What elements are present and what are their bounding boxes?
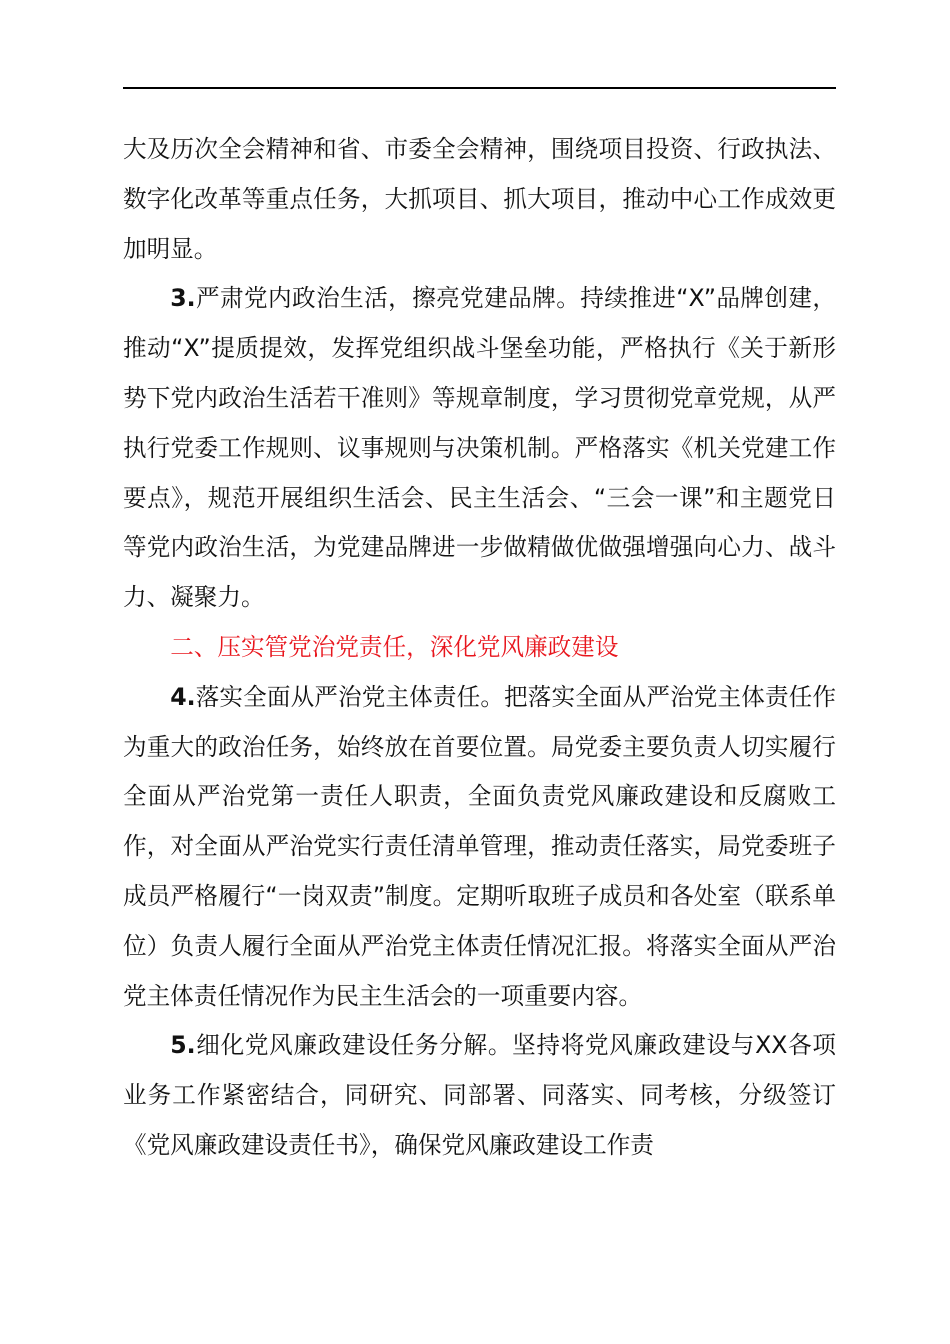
paragraph-text: 细化党风廉政建设任务分解。坚持将党风廉政建设与XX各项业务工作紧密结合，同研究、同部署、同落实、同考核，分级签订《党风廉政建设责任书》，确保党风廉政建设工作责 [123,1031,836,1159]
paragraph-number: 5. [170,1031,196,1060]
paragraph-continuation [123,125,836,274]
paragraph-item-3 [123,274,836,623]
paragraph-item-4 [123,673,836,1022]
paragraph-text: 严肃党内政治生活，擦亮党建品牌。持续推进“X”品牌创建，推动“X”提质提效，发挥党组织战斗堡垒功能，严格执行《关于新形势下党内政治生活若干准则》等规章制度，学习贯彻党章党规，从严执行党委工作规则、议事规则与决策机制。严格落实《机关党建工作要点》，规范开展组织生活会、民主生活会、“三会一课”和主题党日等党内政治生活，为党建品牌进一步做精做优做强增强向心力、战斗力、凝聚力。 [123,284,836,612]
paragraph-text: 大及历次全会精神和省、市委全会精神，围绕项目投资、行政执法、数字化改革等重点任务，大抓项目、抓大项目，推动中心工作成效更加明显。 [123,135,836,263]
header-rule [123,87,836,89]
paragraph-number: 4. [170,682,196,711]
section-heading: 二、压实管党治党责任，深化党风廉政建设 [170,632,619,661]
paragraph-item-5 [123,1021,836,1170]
paragraph-text: 落实全面从严治党主体责任。把落实全面从严治党主体责任作为重大的政治任务，始终放在首要位置。局党委主要负责人切实履行全面从严治党第一责任人职责，全面负责党风廉政建设和反腐败工作，对全面从严治党实行责任清单管理，推动责任落实，局党委班子成员严格履行“一岗双责”制度。定期听取班子成员和各处室（联系单位）负责人履行全面从严治党主体责任情况汇报。将落实全面从严治党主体责任情况作为民主生活会的一项重要内容。 [123,682,836,1010]
document-body [123,125,836,1171]
paragraph-number: 3. [170,284,196,313]
